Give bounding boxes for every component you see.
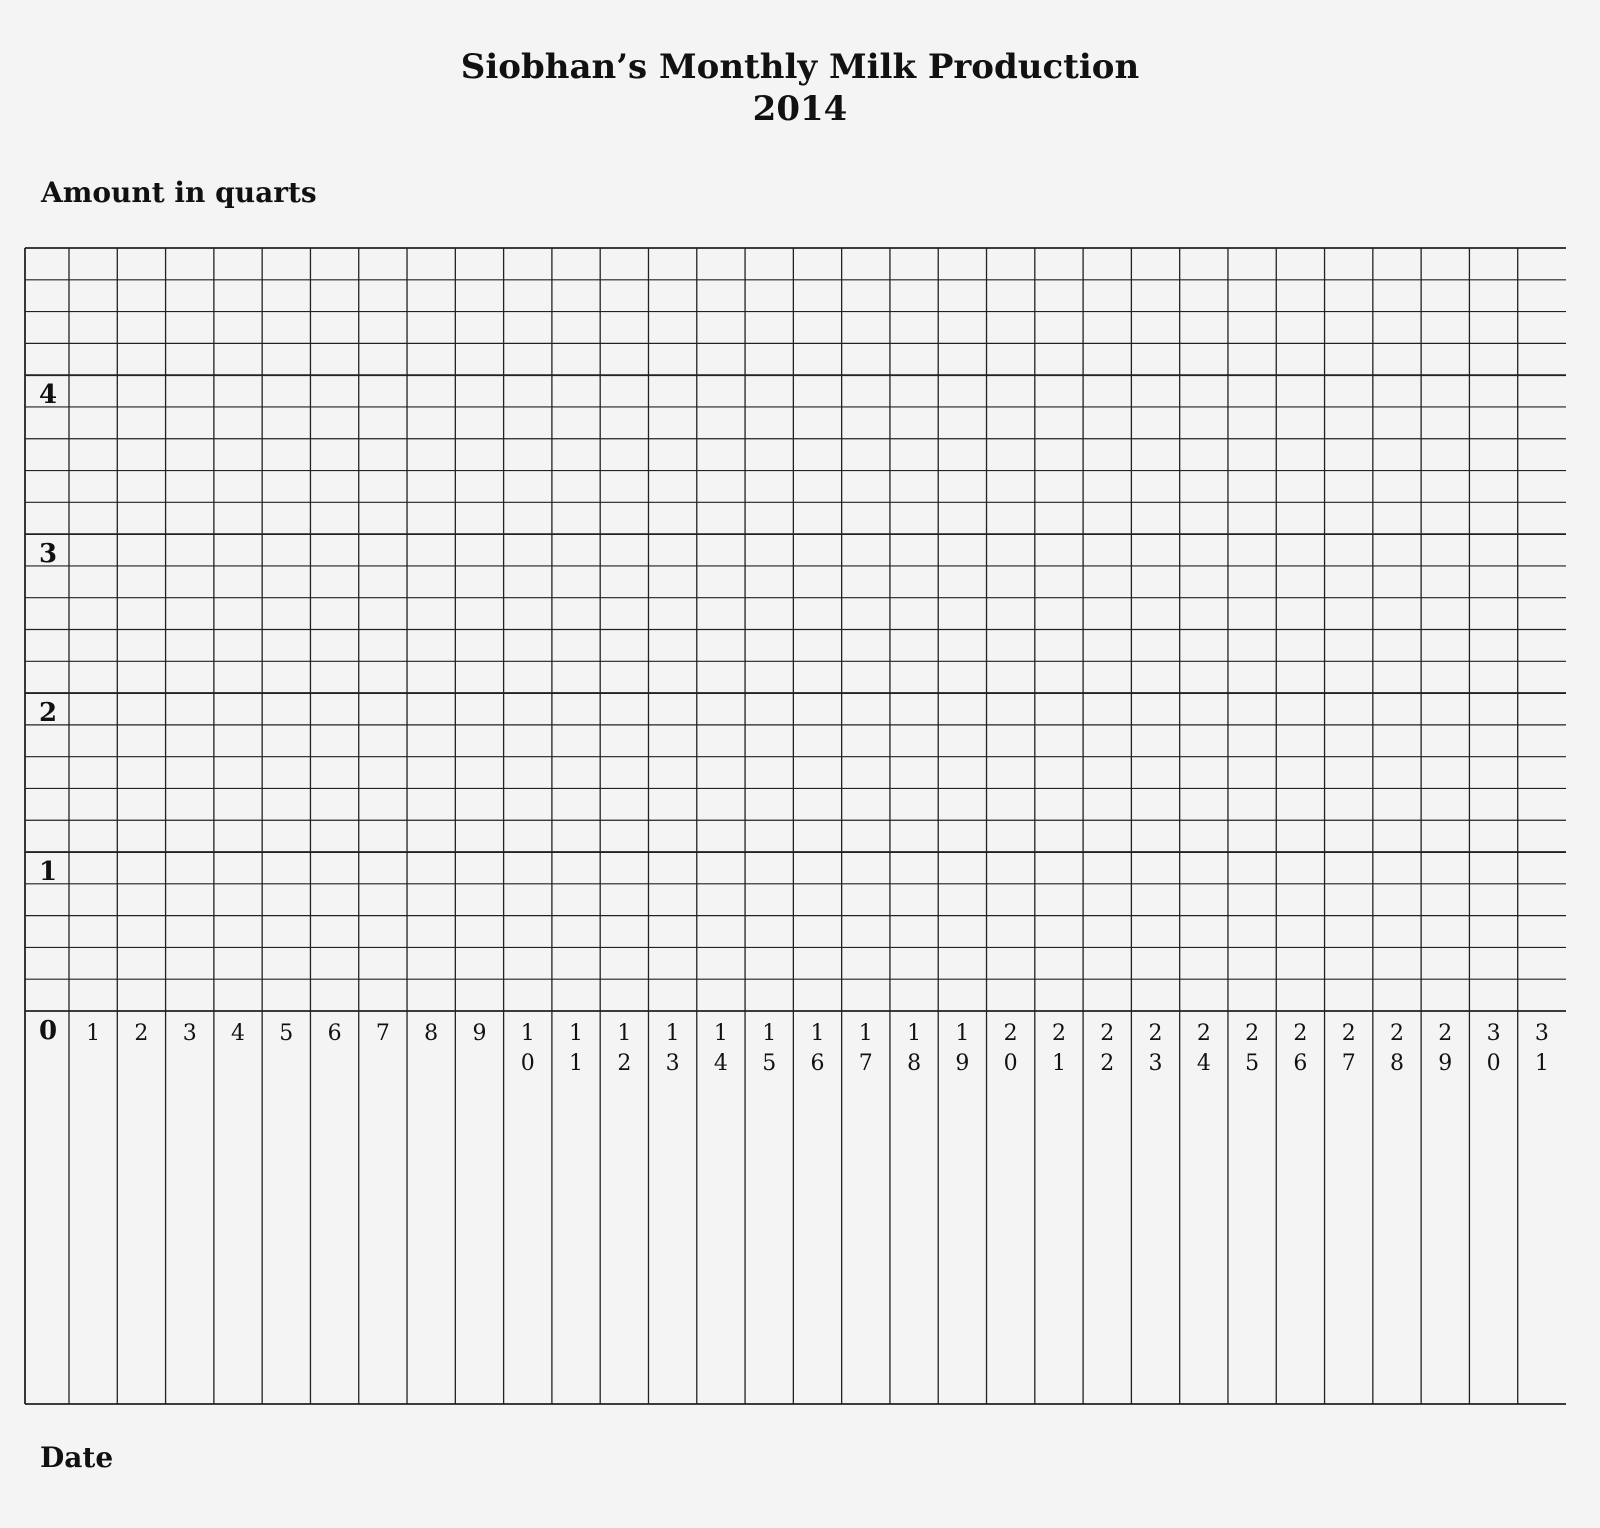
x-tick-label: 1 2 (617, 1021, 632, 1076)
x-tick-label: 9 (472, 1021, 487, 1046)
y-tick-label: 3 (38, 539, 58, 570)
x-tick-label: 1 6 (810, 1021, 825, 1076)
horizontal-gridlines (25, 248, 1566, 1404)
x-tick-label: 1 7 (858, 1021, 873, 1076)
chart-title-main: Siobhan’s Monthly Milk Production (460, 47, 1140, 87)
x-tick-label: 1 8 (907, 1021, 922, 1076)
x-tick-label: 2 1 (1051, 1021, 1066, 1076)
x-tick-label: 5 (279, 1021, 294, 1046)
y-tick-label: 2 (38, 698, 58, 729)
chart-subtitle: 2014 (752, 89, 848, 129)
y-axis-label: Amount in quarts (41, 176, 317, 209)
y-tick-label: 0 (38, 1016, 58, 1046)
x-tick-labels (86, 1021, 1549, 1076)
x-tick-label: 2 7 (1341, 1021, 1356, 1076)
x-tick-label: 3 0 (1486, 1021, 1501, 1076)
y-tick-label: 4 (38, 380, 58, 411)
x-tick-label: 1 3 (665, 1021, 680, 1076)
vertical-gridlines (25, 248, 1518, 1404)
x-tick-label: 7 (375, 1021, 390, 1046)
x-axis-label: Date (40, 1441, 114, 1474)
y-tick-labels (39, 380, 57, 1046)
x-tick-label: 2 4 (1196, 1021, 1211, 1076)
x-tick-label: 2 2 (1100, 1021, 1115, 1076)
x-tick-label: 1 4 (713, 1021, 728, 1076)
x-tick-label: 6 (327, 1021, 342, 1046)
x-tick-label: 2 3 (1148, 1021, 1163, 1076)
x-tick-label: 1 9 (955, 1021, 970, 1076)
x-tick-label: 2 (134, 1021, 149, 1046)
x-tick-label: 1 5 (762, 1021, 777, 1076)
x-tick-label: 3 (182, 1021, 197, 1046)
x-tick-label: 8 (424, 1021, 439, 1046)
x-tick-label: 1 (86, 1021, 101, 1046)
x-tick-label: 3 1 (1534, 1021, 1549, 1076)
x-tick-label: 2 9 (1438, 1021, 1453, 1076)
x-tick-label: 1 0 (520, 1021, 535, 1076)
x-tick-label: 2 8 (1389, 1021, 1404, 1076)
x-tick-label: 1 1 (569, 1021, 584, 1076)
x-tick-label: 2 0 (1003, 1021, 1018, 1076)
y-tick-label: 1 (38, 857, 58, 888)
x-tick-label: 2 6 (1293, 1021, 1308, 1076)
x-tick-label: 4 (231, 1021, 246, 1046)
x-tick-label: 2 5 (1245, 1021, 1260, 1076)
